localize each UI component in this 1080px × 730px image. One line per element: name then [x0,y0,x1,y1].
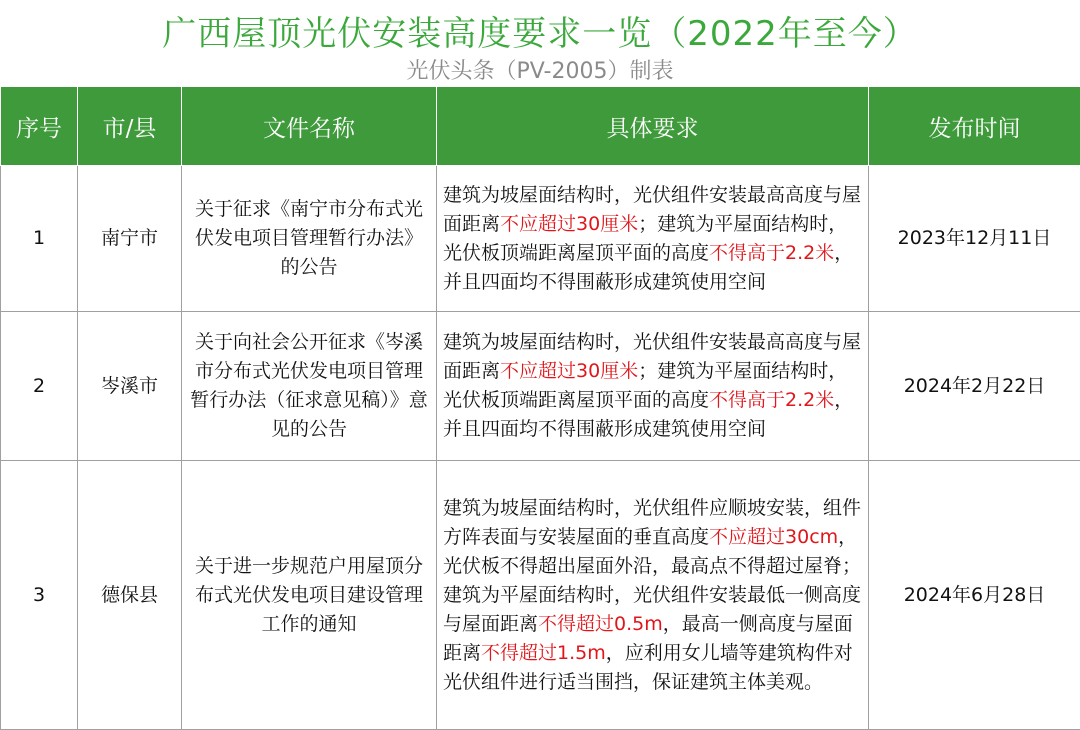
table-row [1,166,1080,312]
row-city: 德保县 [78,461,182,730]
row-req [437,461,869,730]
row-doc: 关于向社会公开征求《岑溪市分布式光伏发电项目管理暂行办法（征求意见稿）》意见的公告 [182,312,437,461]
row-city: 岑溪市 [78,312,182,461]
row-req [437,312,869,461]
header-req: 具体要求 [437,87,869,166]
req-text: ，应利用女儿墙等建筑构件对光伏组件进行适当围挡，保证建筑主体美观。 [443,641,853,693]
highlight-text: 不得超过1.5m [481,641,606,664]
header-doc: 文件名称 [182,87,437,166]
page-subtitle: 光伏头条（PV-2005）制表 [406,59,674,84]
req-text: ；建筑为平屋面结构时，光伏板顶端距离屋顶平面的高度 [443,360,848,411]
highlight-text: 不得高于2.2米 [709,241,835,264]
row-date: 2024年2月22日 [869,312,1080,461]
row-date: 2023年12月11日 [869,166,1080,312]
header-city: 市/县 [78,87,182,166]
req-text: ，并且四面均不得围蔽形成建筑使用空间 [443,389,854,440]
highlight-text: 不得高于2.2米 [709,389,835,411]
highlight-text: 不应超过30cm [709,525,839,548]
row-no: 3 [1,461,78,730]
req-text: 建筑为坡屋面结构时，光伏组件安装最高高度与屋面距离 [443,331,862,382]
requirements-table [0,86,1080,730]
highlight-text: 不应超过30厘米 [500,212,639,235]
req-text: ，并且四面均不得围蔽形成建筑使用空间 [443,241,854,293]
row-doc: 关于进一步规范户用屋顶分布式光伏发电项目建设管理工作的通知 [182,461,437,730]
req-text: 建筑为坡屋面结构时，光伏组件安装最高高度与屋面距离 [443,183,862,235]
header-no: 序号 [1,87,78,166]
highlight-text: 不得超过0.5m [538,612,663,635]
header-date: 发布时间 [869,87,1080,166]
row-no: 2 [1,312,78,461]
row-req [437,166,869,312]
table-row [1,312,1080,461]
req-text: ，最高一侧高度与屋面距离 [443,612,853,664]
row-date: 2024年6月28日 [869,461,1080,730]
row-doc: 关于征求《南宁市分布式光伏发电项目管理暂行办法》的公告 [182,166,437,312]
req-text: ，光伏板不得超出屋面外沿，最高点不得超过屋脊；建筑为平屋面结构时，光伏组件安装最低一侧高度与屋面距离 [443,525,862,635]
page-title: 广西屋顶光伏安装高度要求一览（2022年至今） [162,14,918,54]
row-city: 南宁市 [78,166,182,312]
highlight-text: 不应超过30厘米 [500,360,639,382]
table-row [1,461,1080,730]
row-no: 1 [1,166,78,312]
table-header-row [1,87,1080,166]
req-text: ；建筑为平屋面结构时，光伏板顶端距离屋顶平面的高度 [443,212,848,264]
req-text: 建筑为坡屋面结构时，光伏组件应顺坡安装，组件方阵表面与安装屋面的垂直高度 [443,496,862,548]
